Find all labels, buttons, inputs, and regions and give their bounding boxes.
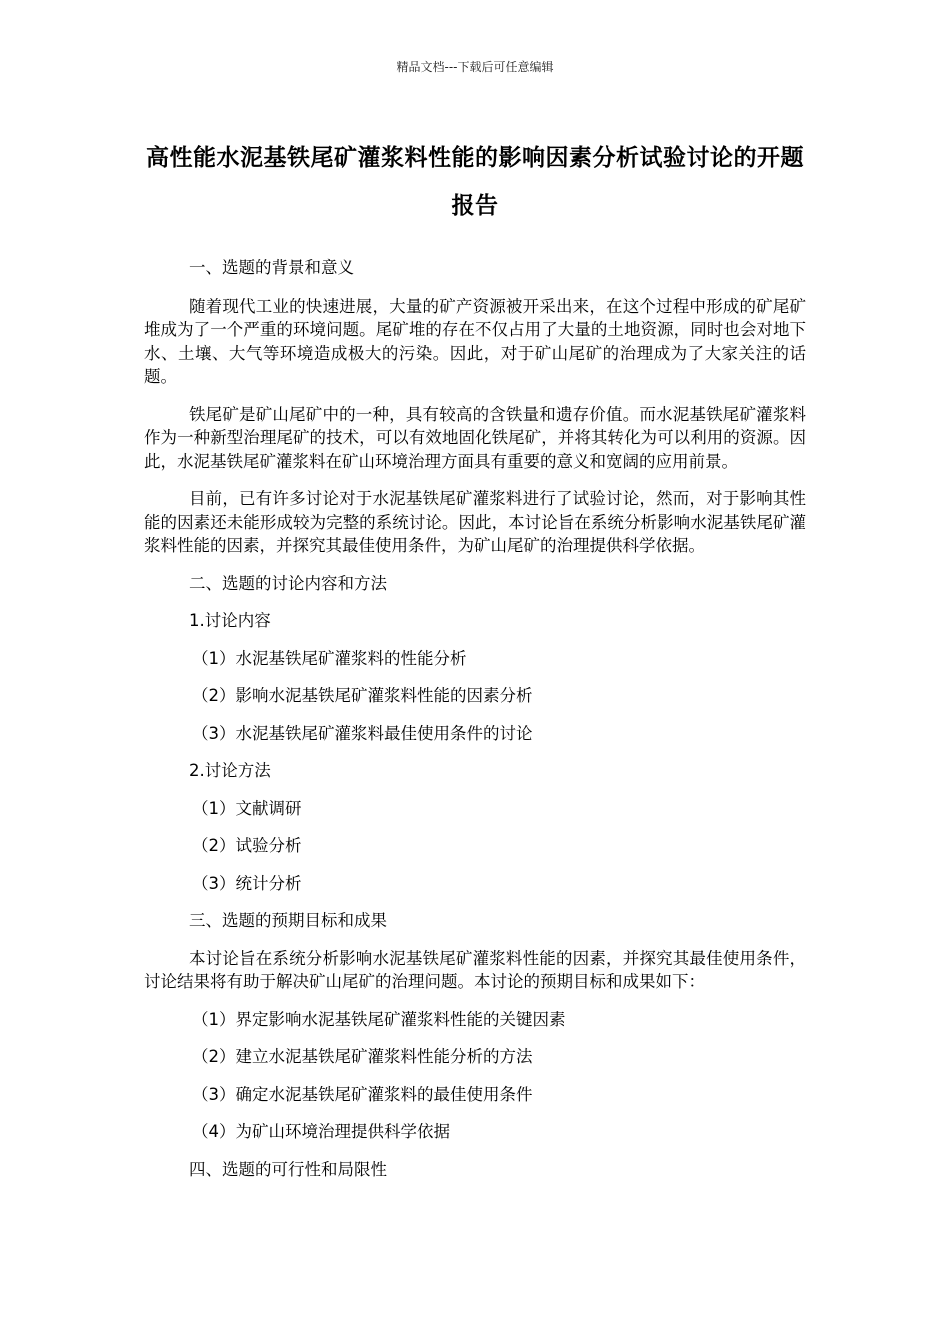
section-heading-4: 四、选题的可行性和局限性	[189, 1159, 387, 1179]
subheading-content: 1.讨论内容	[189, 611, 271, 630]
list-item: （1）水泥基铁尾矿灌浆料的性能分析	[192, 648, 467, 668]
section-heading-1: 一、选题的背景和意义	[189, 258, 354, 277]
paragraph: 随着现代工业的快速进展，大量的矿产资源被开采出来，在这个过程中形成的矿尾矿堆成为了一个严重的环境问题。尾矿堆的存在不仅占用了大量的土地资源，同时也会对地下水、土壤、大气等环境造成极大的污染。因此，对于矿山尾矿的治理成为了大家关注的话题。	[144, 296, 806, 386]
list-item: （3）确定水泥基铁尾矿灌浆料的最佳使用条件	[192, 1084, 533, 1104]
list-item: （2）影响水泥基铁尾矿灌浆料性能的因素分析	[192, 686, 533, 705]
section-heading-2: 二、选题的讨论内容和方法	[189, 573, 387, 593]
document-body	[144, 256, 806, 1181]
paragraph: 目前，已有许多讨论对于水泥基铁尾矿灌浆料进行了试验讨论，然而，对于影响其性能的因素还未能形成较为完整的系统讨论。因此，本讨论旨在系统分析影响水泥基铁尾矿灌浆料性能的因素，并探究其最佳使用条件，为矿山尾矿的治理提供科学依据。	[144, 489, 806, 555]
list-item: （1）文献调研	[192, 798, 302, 818]
section-heading-3: 三、选题的预期目标和成果	[189, 911, 387, 930]
list-item: （4）为矿山环境治理提供科学依据	[192, 1122, 450, 1141]
document-title: 高性能水泥基铁尾矿灌浆料性能的影响因素分析试验讨论的开题报告	[146, 145, 804, 219]
paragraph: 铁尾矿是矿山尾矿中的一种，具有较高的含铁量和遗存价值。而水泥基铁尾矿灌浆料作为一种新型治理尾矿的技术，可以有效地固化铁尾矿，并将其转化为可以利用的资源。因此，水泥基铁尾矿灌浆料在矿山环境治理方面具有重要的意义和宽阔的应用前景。	[144, 404, 806, 471]
list-item: （2）试验分析	[192, 836, 302, 855]
subheading-method: 2.讨论方法	[189, 761, 271, 780]
list-item: （2）建立水泥基铁尾矿灌浆料性能分析的方法	[192, 1047, 533, 1066]
paragraph: 本讨论旨在系统分析影响水泥基铁尾矿灌浆料性能的因素，并探究其最佳使用条件，讨论结果将有助于解决矿山尾矿的治理问题。本讨论的预期目标和成果如下：	[144, 948, 806, 991]
page-header: 精品文档---下载后可任意编辑	[396, 60, 554, 74]
list-item: （1）界定影响水泥基铁尾矿灌浆料性能的关键因素	[192, 1009, 566, 1029]
list-item: （3）水泥基铁尾矿灌浆料最佳使用条件的讨论	[192, 723, 533, 743]
list-item: （3）统计分析	[192, 873, 302, 893]
